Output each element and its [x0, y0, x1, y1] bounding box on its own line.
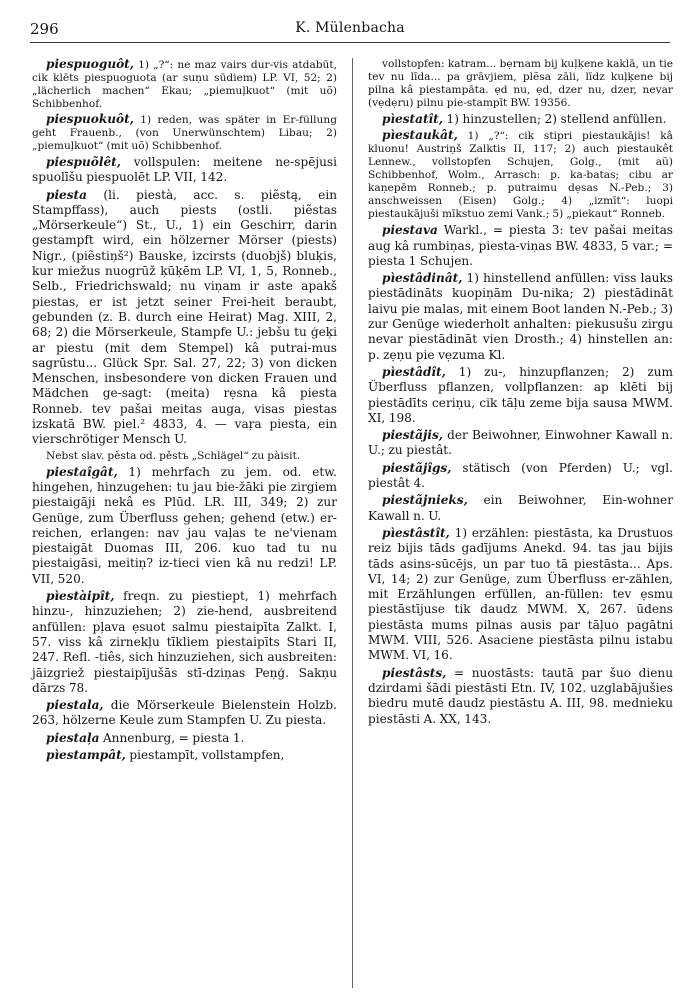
- entry-definition: 1) „?“: cik stipri piestaukājis! kâ kluonu! Austriņš Zalktis II, 117; 2) auch piestaukêt Lennew., vollstopfen Schujen, Golg., (mit aũ) Schibbenhof, Wolm., Arrasch: p. ka-batas; cibu ar kaņepēm Ronneb.; p. putraimu dẹsas N.-Peb.; 3) anschweissen (Eisen) Golg.; 4) „izmīt“: luopi piestaukājuši mīkstuo zemi Vank.; 5) „piekaut“ Ronneb.: [368, 130, 673, 221]
- entry-definition: vollspulen: meitene ne-spējusi spuolīšu piespuolēt LP. VII, 142.: [32, 155, 337, 185]
- dictionary-entry: [368, 526, 673, 664]
- entry-headword: pìestampât,: [46, 747, 126, 762]
- entry-headword: pìestâstît,: [382, 525, 450, 540]
- page-header: [30, 20, 670, 42]
- entry-headword: piestãjîgs,: [382, 460, 452, 475]
- entry-headword: piestaîgât,: [46, 464, 118, 479]
- dictionary-entry: [368, 428, 673, 459]
- entry-definition: Warkl., = piesta 3: tev pašai meitas aug kâ rumbiņas, piesta-viņas BW. 4833, 5 var.; = piesta 1 Schujen.: [368, 223, 673, 268]
- entry-definition: Annenburg, = piesta 1.: [99, 730, 245, 745]
- dictionary-entry: [32, 698, 337, 729]
- entry-definition: ein Beiwohner, Ein-wohner Kawall n. U.: [368, 493, 673, 523]
- entry-headword: piestãjis,: [382, 428, 443, 443]
- dictionary-entry: [368, 666, 673, 727]
- entry-headword: piestala,: [46, 698, 104, 713]
- dictionary-entry: [32, 465, 337, 587]
- header-rule: [30, 42, 670, 43]
- entry-definition: Nebst slav. pěsta od. pěstъ „Schlägel“ zu pàisit.: [46, 449, 301, 462]
- right-column: [368, 58, 673, 729]
- dictionary-entry: [368, 58, 673, 110]
- dictionary-entry: [368, 112, 673, 127]
- entry-headword: piespuõlêt,: [46, 155, 121, 169]
- entry-definition: 1) hinstellend anfüllen: viss lauks piestādināts kuopiņām Du-nika; 2) piestādināt laivu pie malas, mit einem Boot landen N.-Peb.; 3) zur Genüge wiederholt anhalten: piekusušu zirgu nevar piestādināt vien Drosth.; 4) hinstellen an: p. zẹņu pie vẹzuma Kl.: [368, 271, 673, 362]
- entry-headword: pìestâdinât,: [382, 271, 463, 286]
- column-divider: [352, 58, 353, 988]
- entry-definition: die Mörserkeule Bielenstein Holzb. 263, hölzerne Keule zum Stampfen U. Zu piesta.: [32, 698, 337, 728]
- entry-headword: piestãjnieks,: [382, 493, 468, 508]
- entry-definition: freqn. zu piestiept, 1) mehrfach hinzu-, hinzuziehen; 2) zie-hend, ausbreitend anfüllen: pļava ẹsuot salmu piestaipīta Zalkt. I, 57. viss kâ zirnekļu tīkliem piestaipīts Stari II, 247. Refl. -tiês, sich hinzuziehen, sich ausbreiten: jāizgriež piestaipījušās stī-dziņas Peņģ. Sakņu dārzs 78.: [32, 589, 337, 695]
- dictionary-entry: [32, 188, 337, 448]
- dictionary-entry: [32, 748, 337, 763]
- entry-definition: 1) erzählen: piestāsta, ka Drustuos reiz bijis tāds gadījums Anekd. 94. tas jau bijis tāds asins-sūcējs, un par tuo tā piestāsta... Aps. VI, 14; 2) zur Genüge, zum Überfluss er-zählen, mit Erzählungen erfüllen, an-füllen: tev ẹsmu piestāstījuse tik daudz MWM. X, 267. ūdens piestāsta mums pilnas ausis par tāļuo pagātni MWM. VIII, 526. Asaciene piestāsta pilnu istabu MWM. VI, 16.: [368, 525, 673, 663]
- running-title: K. Mülenbacha: [295, 20, 405, 36]
- left-column: [32, 58, 337, 765]
- entry-definition: (li. piestà, acc. s. piẽstą, ein Stampffass), auch piests (ostli. piẽstas „Mörserkeule“) St., U., 1) ein Geschirr, darin gestampft wird, ein hölzerner Mörser (piests) Nigr., (piẽstiņš²) Bauske, izcirsts (duobjš) bluķis, kur miežus nuogrūž ķūķēm LP. VI, 1, 5, Ronneb., Selb., Friedrichswald; nu viņam ir aste apakš piestas, er ist jetzt seiner Frei-heit beraubt, gebunden (z. B. durch eine Heirat) Mag. XIII, 2, 68; 2) die Mörserkeule, Stampfe U.: jebšu tu ģeķi ar piestu (mit dem Stempel) kâ putrai-mus sagrūstu... Glück Spr. Sal. 27, 22; 3) von dicken Menschen, insbesondere von dicken Frauen und Mädchen ge-sagt: (meita) rẹsna kâ piesta Ronneb. tev pašai meitas auga, visas piestas izskatā BW. piel.² 4833, 4. — vaŗa piesta, ein vierschrötiger Mensch U.: [32, 187, 337, 447]
- entry-headword: piespuoguôt,: [46, 57, 134, 71]
- entry-definition: 1) reden, was später in Er-füllung geht Frauenb., (von Unerwünschtem) Libau; 2) „piemuļkuot“ (mit uõ) Schibbenhof.: [32, 114, 337, 152]
- dictionary-entry: [32, 113, 337, 153]
- entry-definition: 1) mehrfach zu jem. od. etw. hingehen, hinzugehen: tu jau bie-žāki pie zirgiem piestaigāji nekâ es Plūd. LR. III, 349; 2) zur Genüge, zum Überfluss gehen; gehend (etw.) er-reichen, erlangen: nav jau vaļas te ne'vienam piestaigāt Duomas III, 206. kuo tad tu nu piestaigāsi, meitiņ? iz-tieci vien kâ nu redzi! LP. VII, 520.: [32, 464, 337, 586]
- dictionary-entry: [32, 589, 337, 696]
- entry-headword: piestava: [382, 223, 438, 238]
- entry-definition: piestampīt, vollstampfen,: [125, 747, 285, 762]
- entry-definition: 1) hinzustellen; 2) stellend anfüllen.: [442, 112, 667, 126]
- entry-headword: piesta: [46, 187, 87, 202]
- dictionary-entry: [32, 450, 337, 463]
- entry-definition: vollstopfen: katram... bẹrnam bij kuļķene kaklā, un tie tev nu līda... pa grāvjiem, plẽsa zāli, līdz kuļķene bij pilna kâ piestampāta. ẹd nu, ẹd, dzer nu, dzer, nevar (vẹdẹru) pilnu pie-stampīt BW. 19356.: [368, 58, 673, 109]
- dictionary-entry: [368, 129, 673, 221]
- entry-definition: 1) zu-, hinzupflanzen; 2) zum Überfluss pflanzen, vollpflanzen: ap klēti bij piestādīts ceriņu, cik tāļu zeme bija sausa MWM. XI, 198.: [368, 364, 673, 425]
- dictionary-entry: [368, 223, 673, 269]
- dictionary-entry: [368, 271, 673, 363]
- dictionary-entry: [368, 365, 673, 426]
- dictionary-entry: [32, 155, 337, 186]
- entry-definition: der Beiwohner, Einwohner Kawall n. U.; zu piestât.: [368, 428, 673, 458]
- dictionary-entry: [368, 461, 673, 492]
- page-number: 296: [30, 20, 59, 38]
- entry-headword: piestâsts,: [382, 665, 447, 680]
- entry-headword: piespuokuôt,: [46, 112, 134, 126]
- entry-headword: pìestàipît,: [46, 589, 115, 604]
- entry-definition: 1) „?“: ne maz vairs dur-vis atdabūt, cik klēts piespuoguota (ar suņu sūdiem) LP. VI, 52; 2) „lächerlich machen“ Ekau; „piemuļkuot“ (mit uõ) Schibbenhof.: [32, 59, 337, 110]
- entry-headword: pìestâdît,: [382, 364, 446, 379]
- entry-headword: pìestaukât,: [382, 128, 458, 143]
- entry-headword: pìestatît,: [382, 112, 443, 126]
- dictionary-entry: [32, 731, 337, 746]
- entry-definition: stätisch (von Pferden) U.; vgl. piestât 4.: [368, 460, 673, 491]
- dictionary-entry: [368, 493, 673, 524]
- entry-definition: = nuostāsts: tautā par šuo dienu dzirdami šādi piestāsti Etn. IV, 102. uzglabājušies biedru mutē daudz piestāstu A. III, 98. mednieku piestāsti A. XX, 143.: [368, 665, 673, 726]
- entry-headword: piestaļa: [46, 730, 100, 745]
- dictionary-entry: [32, 58, 337, 111]
